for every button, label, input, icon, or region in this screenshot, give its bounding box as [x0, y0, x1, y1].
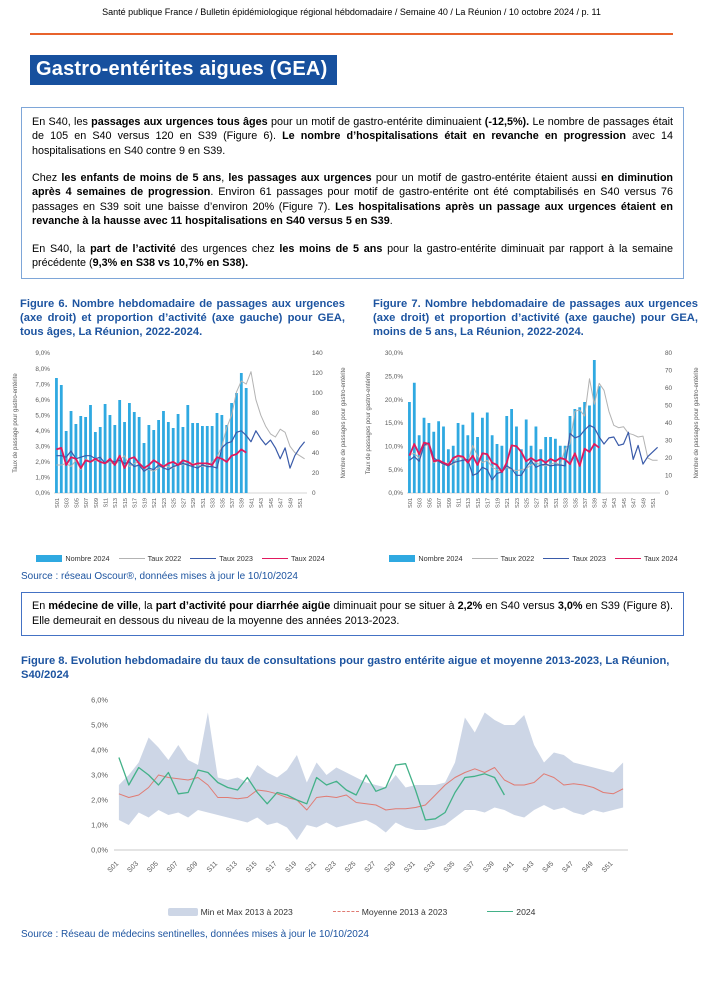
summary-box — [21, 107, 684, 279]
svg-text:S51: S51 — [651, 498, 658, 509]
svg-text:S45: S45 — [268, 498, 275, 509]
svg-text:S21: S21 — [505, 498, 512, 509]
svg-text:S33: S33 — [563, 498, 570, 509]
svg-text:3,0%: 3,0% — [90, 770, 108, 780]
svg-text:S45: S45 — [621, 498, 628, 509]
legend-label: Nombre 2024 — [65, 554, 110, 564]
svg-text:S05: S05 — [427, 498, 434, 509]
svg-text:70: 70 — [665, 367, 673, 375]
svg-text:0,0%: 0,0% — [90, 845, 108, 855]
svg-text:S17: S17 — [132, 498, 139, 509]
figure7-legend — [363, 554, 703, 563]
svg-text:20: 20 — [665, 455, 673, 463]
svg-text:40: 40 — [312, 450, 320, 458]
svg-text:20: 20 — [312, 470, 320, 478]
svg-text:30,0%: 30,0% — [384, 350, 403, 358]
svg-text:S11: S11 — [103, 498, 110, 508]
svg-text:S23: S23 — [161, 498, 168, 509]
legend-label: 2024 — [516, 906, 536, 917]
svg-text:S11: S11 — [456, 498, 463, 508]
svg-text:S11: S11 — [205, 860, 219, 874]
svg-text:S49: S49 — [288, 498, 295, 509]
figure7-caption: Figure 7. Nombre hebdomadaire de passages aux urgences (axe droit) et proportion d’activité (axe gauche) pour GEA, moins de 5 ans, La Réunion, 2022-2024. — [373, 298, 698, 339]
svg-text:S35: S35 — [220, 498, 227, 509]
svg-text:S43: S43 — [612, 498, 619, 509]
svg-text:S07: S07 — [165, 860, 180, 875]
page-header: Santé publique France / Bulletin épidémiologique régional hébdomadaire / Semaine 40 / La Réunion / 10 octobre 2024 / p. 11 — [102, 7, 601, 17]
legend-item — [36, 554, 109, 563]
svg-text:S19: S19 — [142, 498, 149, 509]
svg-text:4,0%: 4,0% — [35, 428, 50, 436]
svg-text:S01: S01 — [106, 860, 120, 875]
svg-text:S17: S17 — [485, 498, 492, 509]
svg-text:5,0%: 5,0% — [90, 720, 108, 730]
svg-text:Taux de passage pour gastro-en: Taux de passage pour gastro-entérite — [13, 373, 19, 473]
svg-text:8,0%: 8,0% — [35, 365, 50, 373]
svg-text:6,0%: 6,0% — [90, 695, 108, 705]
svg-text:S39: S39 — [239, 498, 246, 509]
svg-text:1,0%: 1,0% — [90, 820, 108, 830]
svg-text:1,0%: 1,0% — [35, 474, 50, 482]
svg-text:S07: S07 — [84, 498, 91, 509]
paragraph-moins-5-ans: Chez les enfants de moins de 5 ans, les passages aux urgences pour un motif de gastro-entérite étaient aussi en diminution après 4 semaines de progression. Environ 61 passages pour motif de gastro-entérite ont été comptabilisés en S40 versus 76 passages en S39 soit une baisse d’environ 20% (Figure 7). Les hospitalisations après un passage aux urgences étaient en revanche à la hausse avec 11 hospitalisations en S40 versus 5 en S39. — [32, 172, 674, 228]
svg-text:60: 60 — [312, 430, 320, 438]
svg-text:S09: S09 — [93, 498, 100, 509]
svg-text:S47: S47 — [560, 860, 575, 875]
svg-text:S43: S43 — [521, 860, 536, 875]
svg-text:4,0%: 4,0% — [90, 745, 108, 755]
legend-label: Taux 2024 — [643, 554, 678, 564]
svg-text:S41: S41 — [501, 860, 516, 875]
svg-text:S19: S19 — [495, 498, 502, 509]
svg-text:S21: S21 — [303, 860, 318, 875]
svg-text:S35: S35 — [573, 498, 580, 509]
svg-text:0: 0 — [312, 490, 316, 498]
line-swatch — [333, 911, 359, 912]
legend-item — [543, 554, 606, 563]
figure8-caption: Figure 8. Evolution hebdomadaire du taux de consultations pour gastro entérite aigue et moyenne 2013-2023, La Réunion, S40/2024 — [21, 654, 670, 681]
svg-text:Nombre de passages pour gastro: Nombre de passages pour gastro-entérite — [694, 367, 700, 479]
legend-item — [119, 554, 182, 563]
svg-text:S13: S13 — [224, 860, 239, 875]
svg-text:S27: S27 — [363, 860, 377, 875]
svg-text:S31: S31 — [200, 498, 207, 509]
legend-label: Taux 2023 — [572, 554, 606, 564]
svg-text:6,0%: 6,0% — [35, 397, 50, 405]
svg-text:S31: S31 — [402, 860, 417, 875]
legend-label: Taux 2023 — [219, 554, 253, 564]
svg-text:0,0%: 0,0% — [388, 490, 403, 498]
svg-text:S21: S21 — [152, 498, 159, 509]
bar-swatch — [389, 555, 415, 562]
legend-item — [190, 554, 253, 563]
svg-text:9,0%: 9,0% — [35, 350, 50, 358]
svg-text:10: 10 — [665, 472, 673, 480]
legend-label: Min et Max 2013 à 2023 — [200, 906, 293, 917]
svg-text:140: 140 — [312, 350, 323, 358]
band-swatch — [168, 908, 198, 916]
figure8-legend — [0, 907, 703, 917]
line-swatch — [262, 558, 288, 559]
svg-text:S15: S15 — [244, 860, 259, 875]
legend-item — [487, 907, 535, 917]
svg-text:120: 120 — [312, 370, 323, 378]
bar-swatch — [36, 555, 62, 562]
svg-text:S43: S43 — [259, 498, 266, 509]
svg-text:S49: S49 — [580, 860, 595, 875]
svg-text:Nombre de passages pour gastro: Nombre de passages pour gastro-entérite — [341, 367, 347, 479]
svg-text:40: 40 — [665, 420, 673, 428]
legend-item — [168, 907, 293, 917]
svg-text:S03: S03 — [64, 498, 71, 509]
svg-text:S09: S09 — [185, 860, 199, 875]
svg-text:S05: S05 — [74, 498, 81, 509]
svg-text:50: 50 — [665, 402, 673, 410]
legend-label: Taux 2024 — [290, 554, 325, 564]
svg-text:S33: S33 — [422, 860, 437, 875]
svg-text:S37: S37 — [582, 498, 589, 509]
svg-text:S47: S47 — [631, 498, 638, 509]
figure6-caption: Figure 6. Nombre hebdomadaire de passages aux urgences (axe droit) et proportion d’activité (axe gauche) pour GEA, tous âges, La Réunion, 2022-2024. — [20, 298, 345, 339]
svg-text:S39: S39 — [592, 498, 599, 509]
svg-text:S51: S51 — [298, 498, 305, 509]
svg-text:S01: S01 — [54, 498, 61, 509]
legend-item — [389, 554, 462, 563]
svg-text:S25: S25 — [524, 498, 531, 509]
figure7-column — [363, 297, 703, 563]
legend-label: Taux 2022 — [500, 554, 535, 564]
svg-text:30: 30 — [665, 437, 673, 445]
figure8-wrap — [0, 690, 703, 917]
svg-text:S03: S03 — [125, 860, 140, 875]
svg-text:S47: S47 — [278, 498, 285, 509]
svg-text:80: 80 — [312, 410, 320, 418]
svg-text:S03: S03 — [417, 498, 424, 509]
page-title: Gastro-entérites aigues (GEA) — [30, 55, 337, 85]
svg-text:10,0%: 10,0% — [384, 443, 403, 451]
svg-text:5,0%: 5,0% — [388, 467, 403, 475]
svg-text:3,0%: 3,0% — [35, 443, 50, 451]
legend-item — [262, 554, 325, 563]
svg-text:S15: S15 — [475, 498, 482, 509]
line-swatch — [615, 558, 641, 559]
figure6-column — [10, 297, 351, 563]
svg-text:S15: S15 — [122, 498, 129, 509]
svg-text:S17: S17 — [264, 860, 279, 875]
svg-text:S19: S19 — [284, 860, 298, 875]
svg-text:5,0%: 5,0% — [35, 412, 50, 420]
legend-item — [615, 554, 678, 563]
svg-text:S41: S41 — [602, 498, 609, 509]
legend-item — [472, 554, 535, 563]
line-swatch — [119, 558, 145, 559]
svg-text:S07: S07 — [437, 498, 444, 509]
svg-text:20,0%: 20,0% — [384, 397, 403, 405]
medecine-ville-box — [21, 592, 684, 636]
figure7-chart — [363, 345, 703, 547]
svg-text:S23: S23 — [323, 860, 338, 875]
svg-text:60: 60 — [665, 385, 673, 393]
svg-text:S35: S35 — [442, 860, 456, 875]
svg-text:2,0%: 2,0% — [35, 459, 50, 467]
figures-6-7-row — [10, 297, 700, 564]
svg-text:S25: S25 — [343, 860, 358, 875]
paragraph-urgences-tous-ages: En S40, les passages aux urgences tous âges pour un motif de gastro-entérite diminuaient (-12,5%). Le nombre de passages était de 105 en S40 versus 120 en S39 (Figure 6). Le nombre d’hospitalisations était en revanche en progression avec 14 hospitalisations en S40 contre 9 en S39. — [32, 116, 673, 157]
svg-text:S13: S13 — [113, 498, 120, 509]
legend-label: Nombre 2024 — [418, 554, 463, 564]
svg-text:7,0%: 7,0% — [35, 381, 50, 389]
svg-text:100: 100 — [312, 390, 323, 398]
svg-text:S33: S33 — [210, 498, 217, 509]
svg-text:S13: S13 — [466, 498, 473, 509]
svg-text:0: 0 — [665, 490, 669, 498]
line-swatch — [472, 558, 498, 559]
svg-text:S49: S49 — [641, 498, 648, 509]
source-oscour: Source : réseau Oscour®, données mises à jour le 10/10/2024 — [21, 571, 298, 583]
paragraph-part-activite: En S40, la part de l’activité des urgences chez les moins de 5 ans pour la gastro-entérite diminuait par rapport à la semaine précédente (9,3% en S38 vs 10,7% en S38). — [32, 242, 673, 269]
legend-item — [333, 907, 448, 917]
svg-text:S27: S27 — [534, 498, 541, 509]
svg-text:S27: S27 — [181, 498, 188, 509]
svg-text:S23: S23 — [514, 498, 521, 509]
svg-text:S45: S45 — [541, 860, 555, 875]
svg-text:S39: S39 — [481, 860, 496, 875]
svg-text:S29: S29 — [382, 860, 397, 875]
svg-text:S29: S29 — [191, 498, 198, 509]
svg-text:Taux de passages pour gastro-e: Taux de passages pour gastro-entérite — [366, 372, 372, 475]
source-sentinelles: Source : Réseau de médecins sentinelles, données mises à jour le 10/10/2024 — [21, 928, 369, 940]
line-swatch — [190, 558, 216, 559]
svg-text:S31: S31 — [553, 498, 560, 509]
figure6-legend — [10, 554, 351, 563]
svg-text:S51: S51 — [600, 860, 615, 875]
svg-text:2,0%: 2,0% — [90, 795, 108, 805]
figure8-chart — [62, 690, 642, 898]
svg-text:25,0%: 25,0% — [384, 373, 403, 381]
line-swatch — [543, 558, 569, 559]
svg-text:15,0%: 15,0% — [384, 420, 403, 428]
svg-text:S01: S01 — [407, 498, 414, 509]
line-swatch — [487, 911, 513, 912]
svg-text:S37: S37 — [461, 860, 476, 875]
svg-text:0,0%: 0,0% — [35, 490, 50, 498]
svg-text:S09: S09 — [446, 498, 453, 509]
svg-text:S29: S29 — [544, 498, 551, 509]
svg-text:S37: S37 — [229, 498, 236, 509]
legend-label: Moyenne 2013 à 2023 — [361, 906, 448, 917]
paragraph-medecine-ville: En médecine de ville, la part d’activité pour diarrhée aigüe diminuait pour se situer à 2,2% en S40 versus 3,0% en S39 (Figure 8). Elle demeurait en dessous du niveau de la moyenne des années 2013-2023. — [32, 600, 673, 627]
svg-text:80: 80 — [665, 350, 673, 358]
legend-label: Taux 2022 — [147, 554, 182, 564]
svg-text:S41: S41 — [249, 498, 256, 509]
svg-text:S05: S05 — [145, 860, 160, 875]
figure6-chart — [10, 345, 351, 547]
svg-text:S25: S25 — [171, 498, 178, 509]
